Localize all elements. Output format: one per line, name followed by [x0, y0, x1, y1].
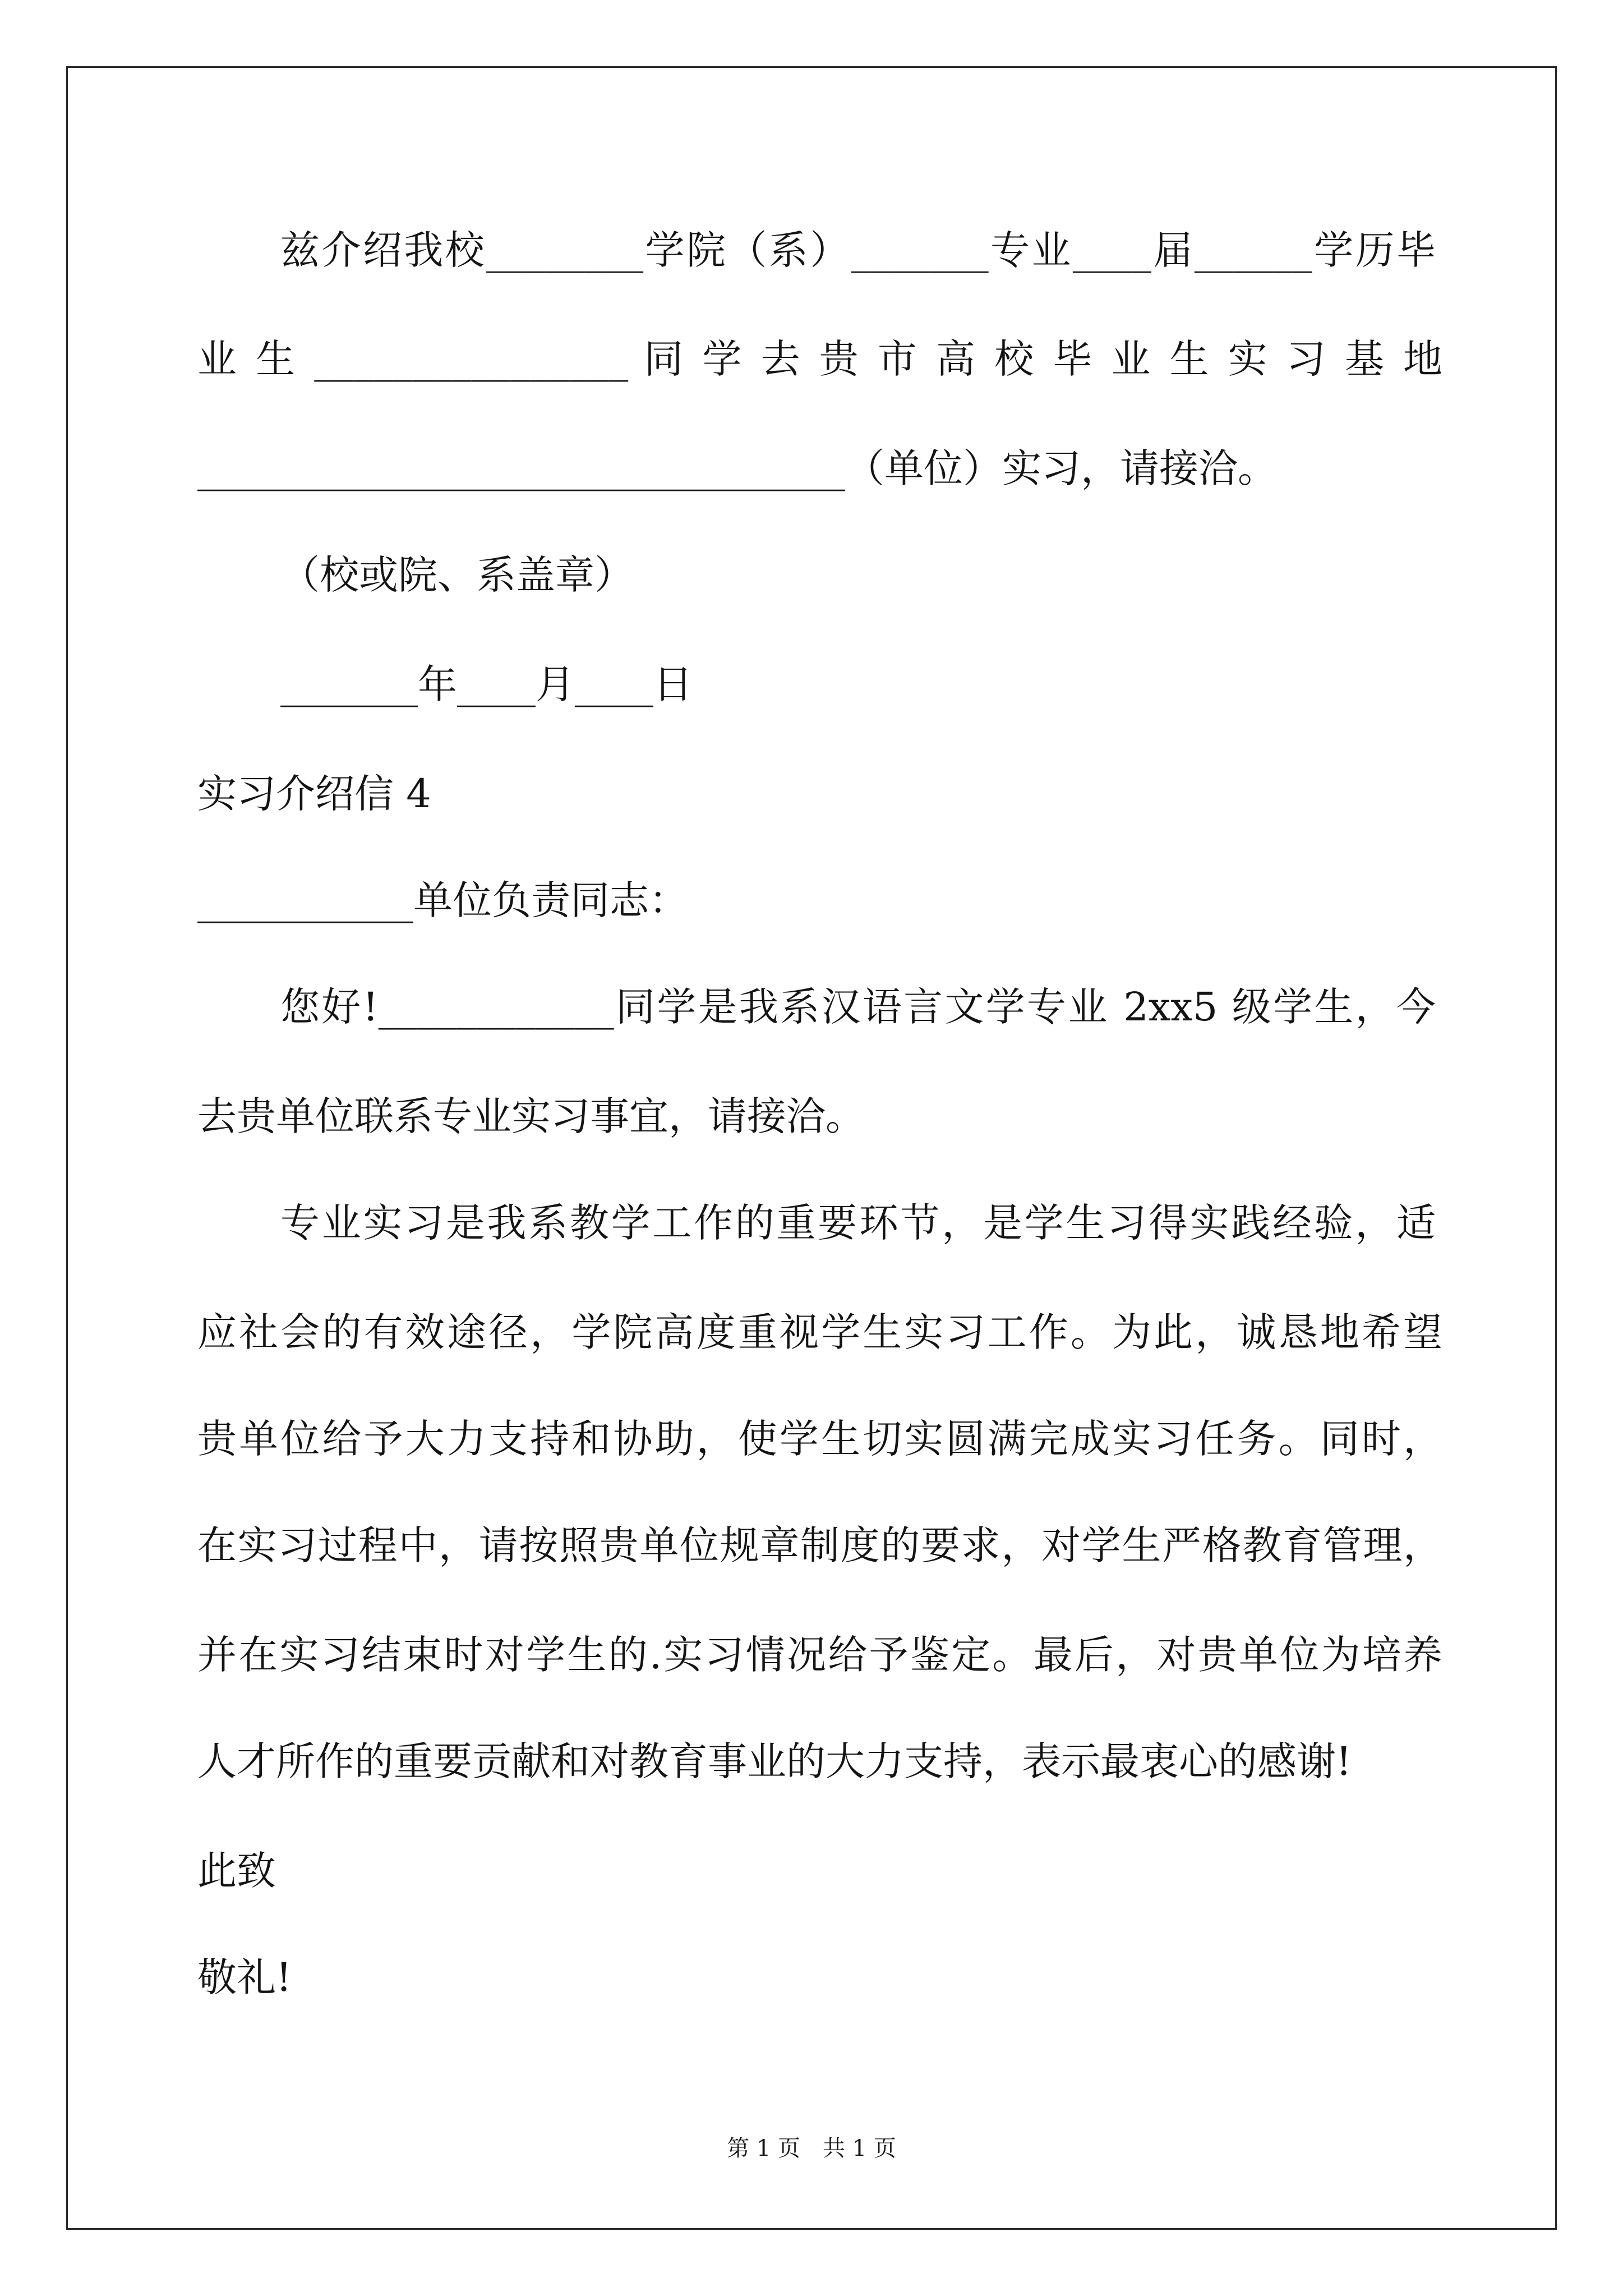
paragraph-line: 业 生 ________________ 同 学 去 贵 市 高 校 毕 业 生 实 习 基 地 — [197, 336, 1442, 382]
paragraph-line: 并在实习结束时对学生的.实习情况给予鉴定。最后，对贵单位为培养 — [197, 1632, 1442, 1678]
paragraph-line: 应社会的有效途径，学院高度重视学生实习工作。为此，诚恳地希望 — [197, 1309, 1442, 1355]
closing-line: 此致 — [197, 1848, 276, 1894]
date-line: _______年____月____日 — [280, 661, 693, 707]
salutation: ___________单位负责同志： — [197, 877, 688, 923]
paragraph-line: 人才所作的重要贡献和对教育事业的大力支持，表示最衷心的感谢! — [197, 1738, 1352, 1784]
page-border — [66, 66, 1557, 2230]
paragraph-line: 贵单位给予大力支持和协助，使学生切实圆满完成实习任务。同时， — [197, 1416, 1442, 1462]
paragraph-line: 专业实习是我系教学工作的重要环节，是学生习得实践经验，适 — [280, 1200, 1436, 1246]
page-footer: 第 1 页 共 1 页 — [727, 2136, 896, 2161]
closing-regards: 敬礼! — [197, 1954, 292, 2000]
stamp-note: （校或院、系盖章） — [280, 552, 634, 598]
section-title: 实习介绍信 4 — [197, 771, 431, 817]
paragraph-line: 兹介绍我校________学院（系）_______专业____届______学历毕 — [280, 227, 1436, 273]
paragraph-line: 去贵单位联系专业实习事宜，请接洽。 — [197, 1093, 865, 1139]
paragraph-line: _________________________________（单位）实习，请接洽。 — [197, 445, 1277, 491]
paragraph-line: 在实习过程中，请按照贵单位规章制度的要求，对学生严格教育管理， — [197, 1522, 1442, 1568]
paragraph-line: 您好!____________同学是我系汉语言文学专业 2xx5 级学生，今 — [280, 984, 1436, 1030]
